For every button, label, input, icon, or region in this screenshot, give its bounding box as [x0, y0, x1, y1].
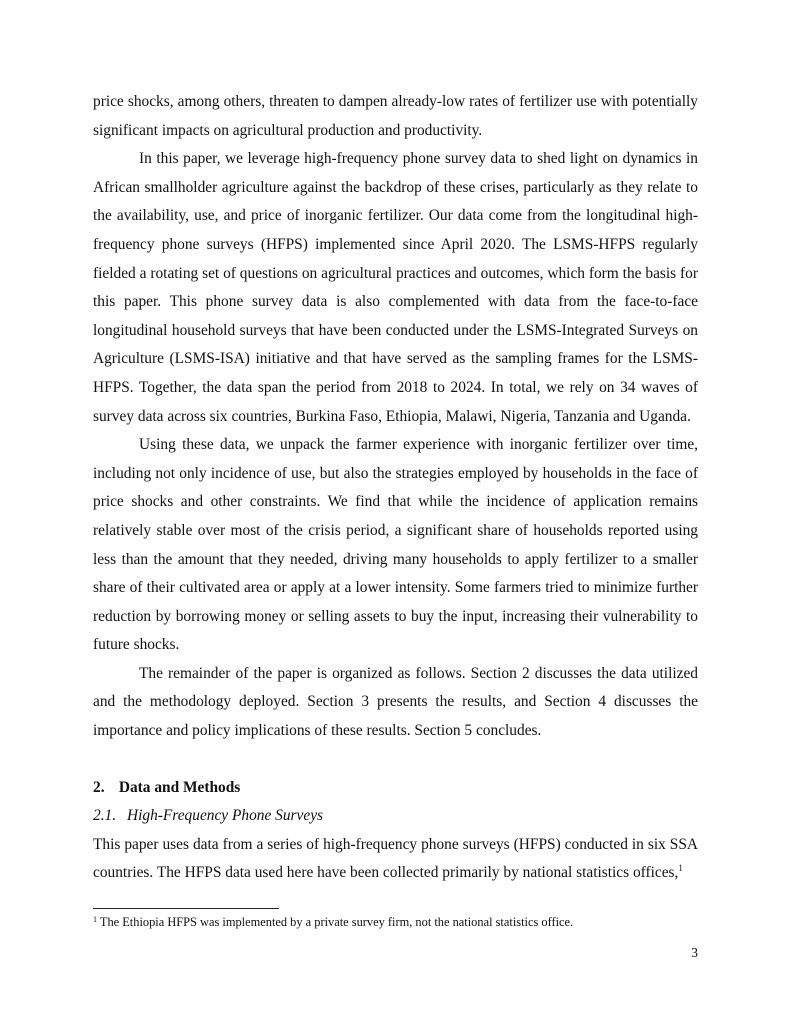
footnote-reference: 1 [678, 863, 683, 874]
paragraph-hfps-text: This paper uses data from a series of high-frequency phone surveys (HFPS) conducted in six SSA countries. The HFPS data used here have been collected primarily by national statistics offices, [93, 835, 698, 882]
body-text [93, 88, 698, 888]
footnote-separator [93, 908, 279, 909]
footnote-marker: 1 [93, 915, 97, 924]
subsection-number: 2.1. [93, 807, 117, 825]
page-number: 3 [691, 945, 698, 960]
section-number: 2. [93, 778, 105, 796]
footnote [93, 914, 698, 930]
subsection-title: High-Frequency Phone Surveys [127, 807, 324, 825]
subsection-heading [93, 802, 698, 831]
paragraph-outline: The remainder of the paper is organized as follows. Section 2 discusses the data utilized and the methodology deployed. Section 3 presents the results, and Section 4 discusses the importance and policy implications of these results. Section 5 concludes. [93, 664, 698, 740]
paragraph-intro: In this paper, we leverage high-frequency phone survey data to shed light on dynamics in African smallholder agriculture against the backdrop of these crises, particularly as they relate to the availability, use, and price of inorganic fertilizer. Our data come from the longitudinal high-frequency phone surveys (HFPS) implemented since April 2020. The LSMS-HFPS regularly fielded a rotating set of questions on agricultural practices and outcomes, which form the basis for this paper. This phone survey data is also complemented with data from the face-to-face longitudinal household surveys that have been conducted under the LSMS-Integrated Surveys on Agriculture (LSMS-ISA) initiative and that have served as the sampling frames for the LSMS-HFPS. Together, the data span the period from 2018 to 2024. In total, we rely on 34 waves of survey data across six countries, Burkina Faso, Ethiopia, Malawi, Nigeria, Tanzania and Uganda. [93, 150, 698, 425]
section-title: Data and Methods [118, 778, 241, 796]
paragraph-hfps [93, 831, 698, 888]
footnote-text: The Ethiopia HFPS was implemented by a private survey firm, not the national statistics office. [99, 915, 574, 929]
section-heading [93, 774, 698, 803]
paragraph-continuation: price shocks, among others, threaten to dampen already-low rates of fertilizer use with potentially significant impacts on agricultural production and productivity. [93, 93, 698, 139]
paragraph-findings: Using these data, we unpack the farmer experience with inorganic fertilizer over time, including not only incidence of use, but also the strategies employed by households in the face of price shocks and other constraints. We find that while the incidence of application remains relatively stable over most of the crisis period, a significant share of households reported using less than the amount that they needed, driving many households to apply fertilizer to a smaller share of their cultivated area or apply at a lower intensity. Some farmers tried to minimize further reduction by borrowing money or selling assets to buy the input, increasing their vulnerability to future shocks. [93, 436, 698, 654]
